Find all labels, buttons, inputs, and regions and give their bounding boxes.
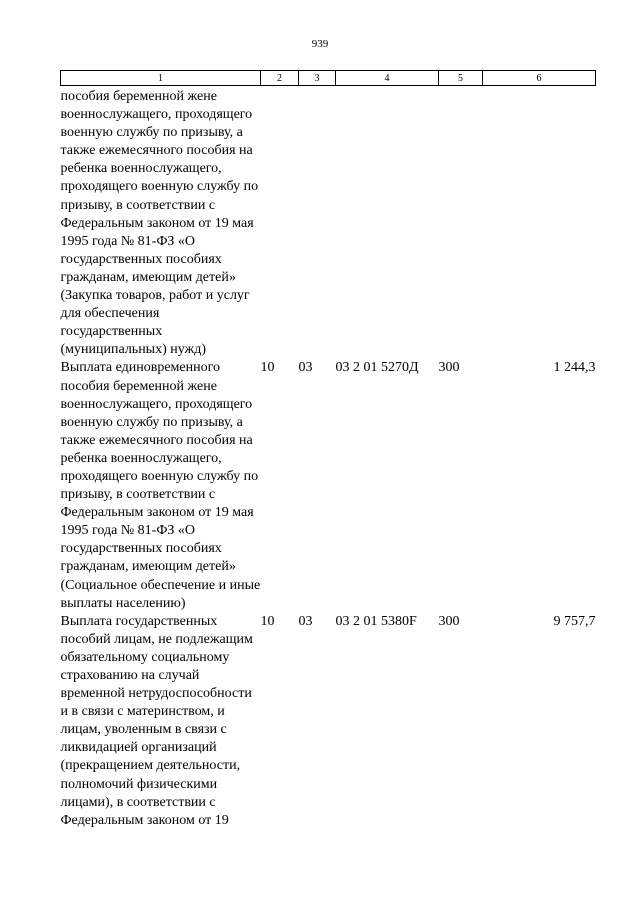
col-header-6: 6 <box>483 71 596 86</box>
row-subsection: 03 <box>298 613 313 629</box>
col-header-5: 5 <box>439 71 483 86</box>
row-amount: 9 757,7 <box>553 613 596 629</box>
col-header-4: 4 <box>336 71 439 86</box>
row-section <box>261 86 299 360</box>
col-header-3: 3 <box>299 71 336 86</box>
row-subsection <box>299 86 336 360</box>
row-target-code: 03 2 01 5270Д <box>335 360 419 376</box>
row-section: 10 <box>260 360 275 376</box>
page-number: 939 <box>311 38 329 50</box>
row-section: 10 <box>260 613 275 629</box>
row-target-code: 03 2 01 5380F <box>335 613 417 629</box>
table-header-row <box>61 71 596 86</box>
table-row <box>61 86 596 360</box>
table-row <box>61 359 596 612</box>
col-header-2: 2 <box>261 71 299 86</box>
row-description: Выплата единовременного пособия беременной жене военнослужащего, проходящего военную службу по призыву, а также ежемесячного пособия на ребенка военнослужащего, проходящего военную службу по призыву, в соответствии с Федеральным законом от 19 мая 1995 года № 81-ФЗ «О государственных пособиях гражданам, имеющим детей» (Социальное обеспечение и иные выплаты населению) <box>60 360 261 611</box>
row-description: пособия беременной жене военнослужащего, проходящего военную службу по призыву, а также ежемесячного пособия на ребенка военнослужащего, проходящего военную службу по призыву, в соответствии с Федеральным законом от 19 мая 1995 года № 81-ФЗ «О государственных пособиях гражданам, имеющим детей» (Закупка товаров, работ и услуг для обеспечения государственных (муниципальных) нужд) <box>60 89 259 358</box>
budget-table <box>60 70 596 830</box>
row-description: Выплата государственных пособий лицам, не подлежащим обязательному социальному страхованию на случай временной нетрудоспособности и в связи с материнством, и лицам, уволенным в связи с ликвидацией организаций (прекращением деятельности, полномочий физическими лицами), в соответствии с Федеральным законом от 19 <box>60 613 253 828</box>
row-amount: 1 244,3 <box>553 360 596 376</box>
row-subsection: 03 <box>298 360 313 376</box>
row-target-code <box>336 86 439 360</box>
row-expense-type: 300 <box>438 360 460 376</box>
row-expense-type: 300 <box>438 613 460 629</box>
row-amount <box>483 86 596 360</box>
col-header-1: 1 <box>61 71 261 86</box>
row-expense-type <box>439 86 483 360</box>
table-row <box>61 613 596 830</box>
